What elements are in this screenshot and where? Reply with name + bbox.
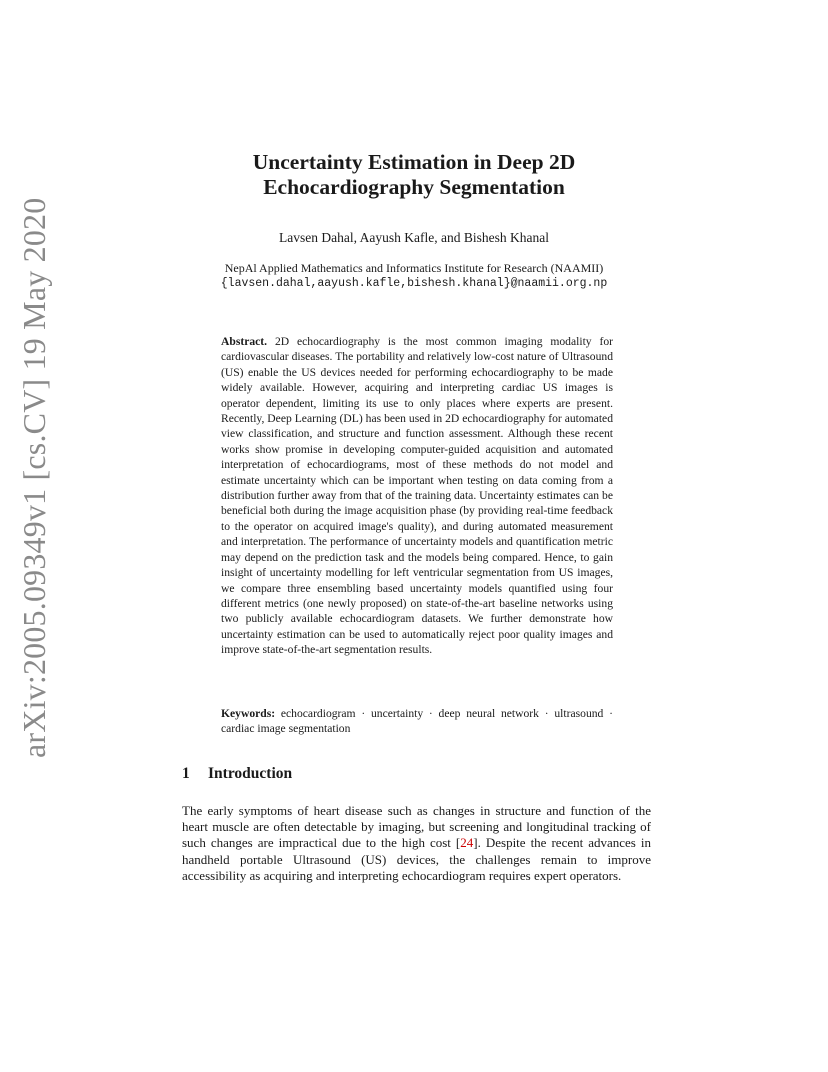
author-emails: {lavsen.dahal,aayush.kafle,bishesh.khanal}@naamii.org.np [220, 277, 608, 290]
paper-title: Uncertainty Estimation in Deep 2D Echocardiography Segmentation [252, 150, 576, 199]
abstract-text: 2D echocardiography is the most common imaging modality for cardiovascular diseases. The portability and relatively low-cost nature of Ultrasound (US) enable the US devices needed for performing echocardiography to be made widely available. However, acquiring and interpreting cardiac US images is operator dependent, limiting its use to only places where experts are present. Recently, Deep Learning (DL) has been used in 2D echocardiography for automated view classification, and structure and function assessment. Although these recent works show promise in developing computer-guided acquisition and automated interpretation of echocardiograms, most of these methods do not model and estimate uncertainty which can be important when testing on data coming from a distribution further away from that of the training data. Uncertainty estimates can be beneficial both during the image acquisition phase (by providing real-time feedback to the operator on acquired image's quality), and during automated measurement and interpretation. The performance of uncertainty models and quantification metric may depend on the prediction task and the models being compared. Hence, to gain insight of uncertainty modelling for left ventricular segmentation from US images, we compare three ensembling based uncertainty models quantified using four different metrics (one newly proposed) on state-of-the-art baseline networks using two publicly available echocardiogram datasets. We further demonstrate how uncertainty estimation can be used to automatically reject poor quality images and improve state-of-the-art segmentation results. [221, 335, 613, 657]
intro-text-end: ]. Despite the recent advances in handheld portable Ultrasound (US) devices, the challenges remain to improve accessibility as acquiring and interpreting echocardiogram requires expert operators. [182, 835, 651, 883]
affiliation-name: NepAl Applied Mathematics and Informatics Institute for Research (NAAMII) [224, 261, 604, 275]
intro-text-start: The early symptoms of heart disease such as changes in structure and function of the heart muscle are often detectable by imaging, but screening and longitudinal tracking of such changes are impractical due to the high cost [ [182, 803, 651, 851]
arxiv-identifier: arXiv:2005.09349v1 [cs.CV] 19 May 2020 [16, 197, 52, 758]
citation-link[interactable]: 24 [460, 835, 474, 851]
introduction-paragraph [182, 803, 651, 884]
abstract-label: Abstract. [221, 335, 268, 348]
affiliation-block [150, 260, 678, 292]
section-heading [182, 764, 652, 784]
abstract [221, 334, 613, 658]
keywords-text: echocardiogram · uncertainty · deep neural network · ultrasound · cardiac image segmentation [221, 707, 613, 736]
author-list: Lavsen Dahal, Aayush Kafle, and Bishesh Khanal [279, 230, 549, 245]
section-number: 1 [182, 765, 190, 782]
keywords-label: Keywords: [221, 707, 276, 720]
section-title: Introduction [208, 765, 293, 782]
keywords [221, 706, 613, 737]
